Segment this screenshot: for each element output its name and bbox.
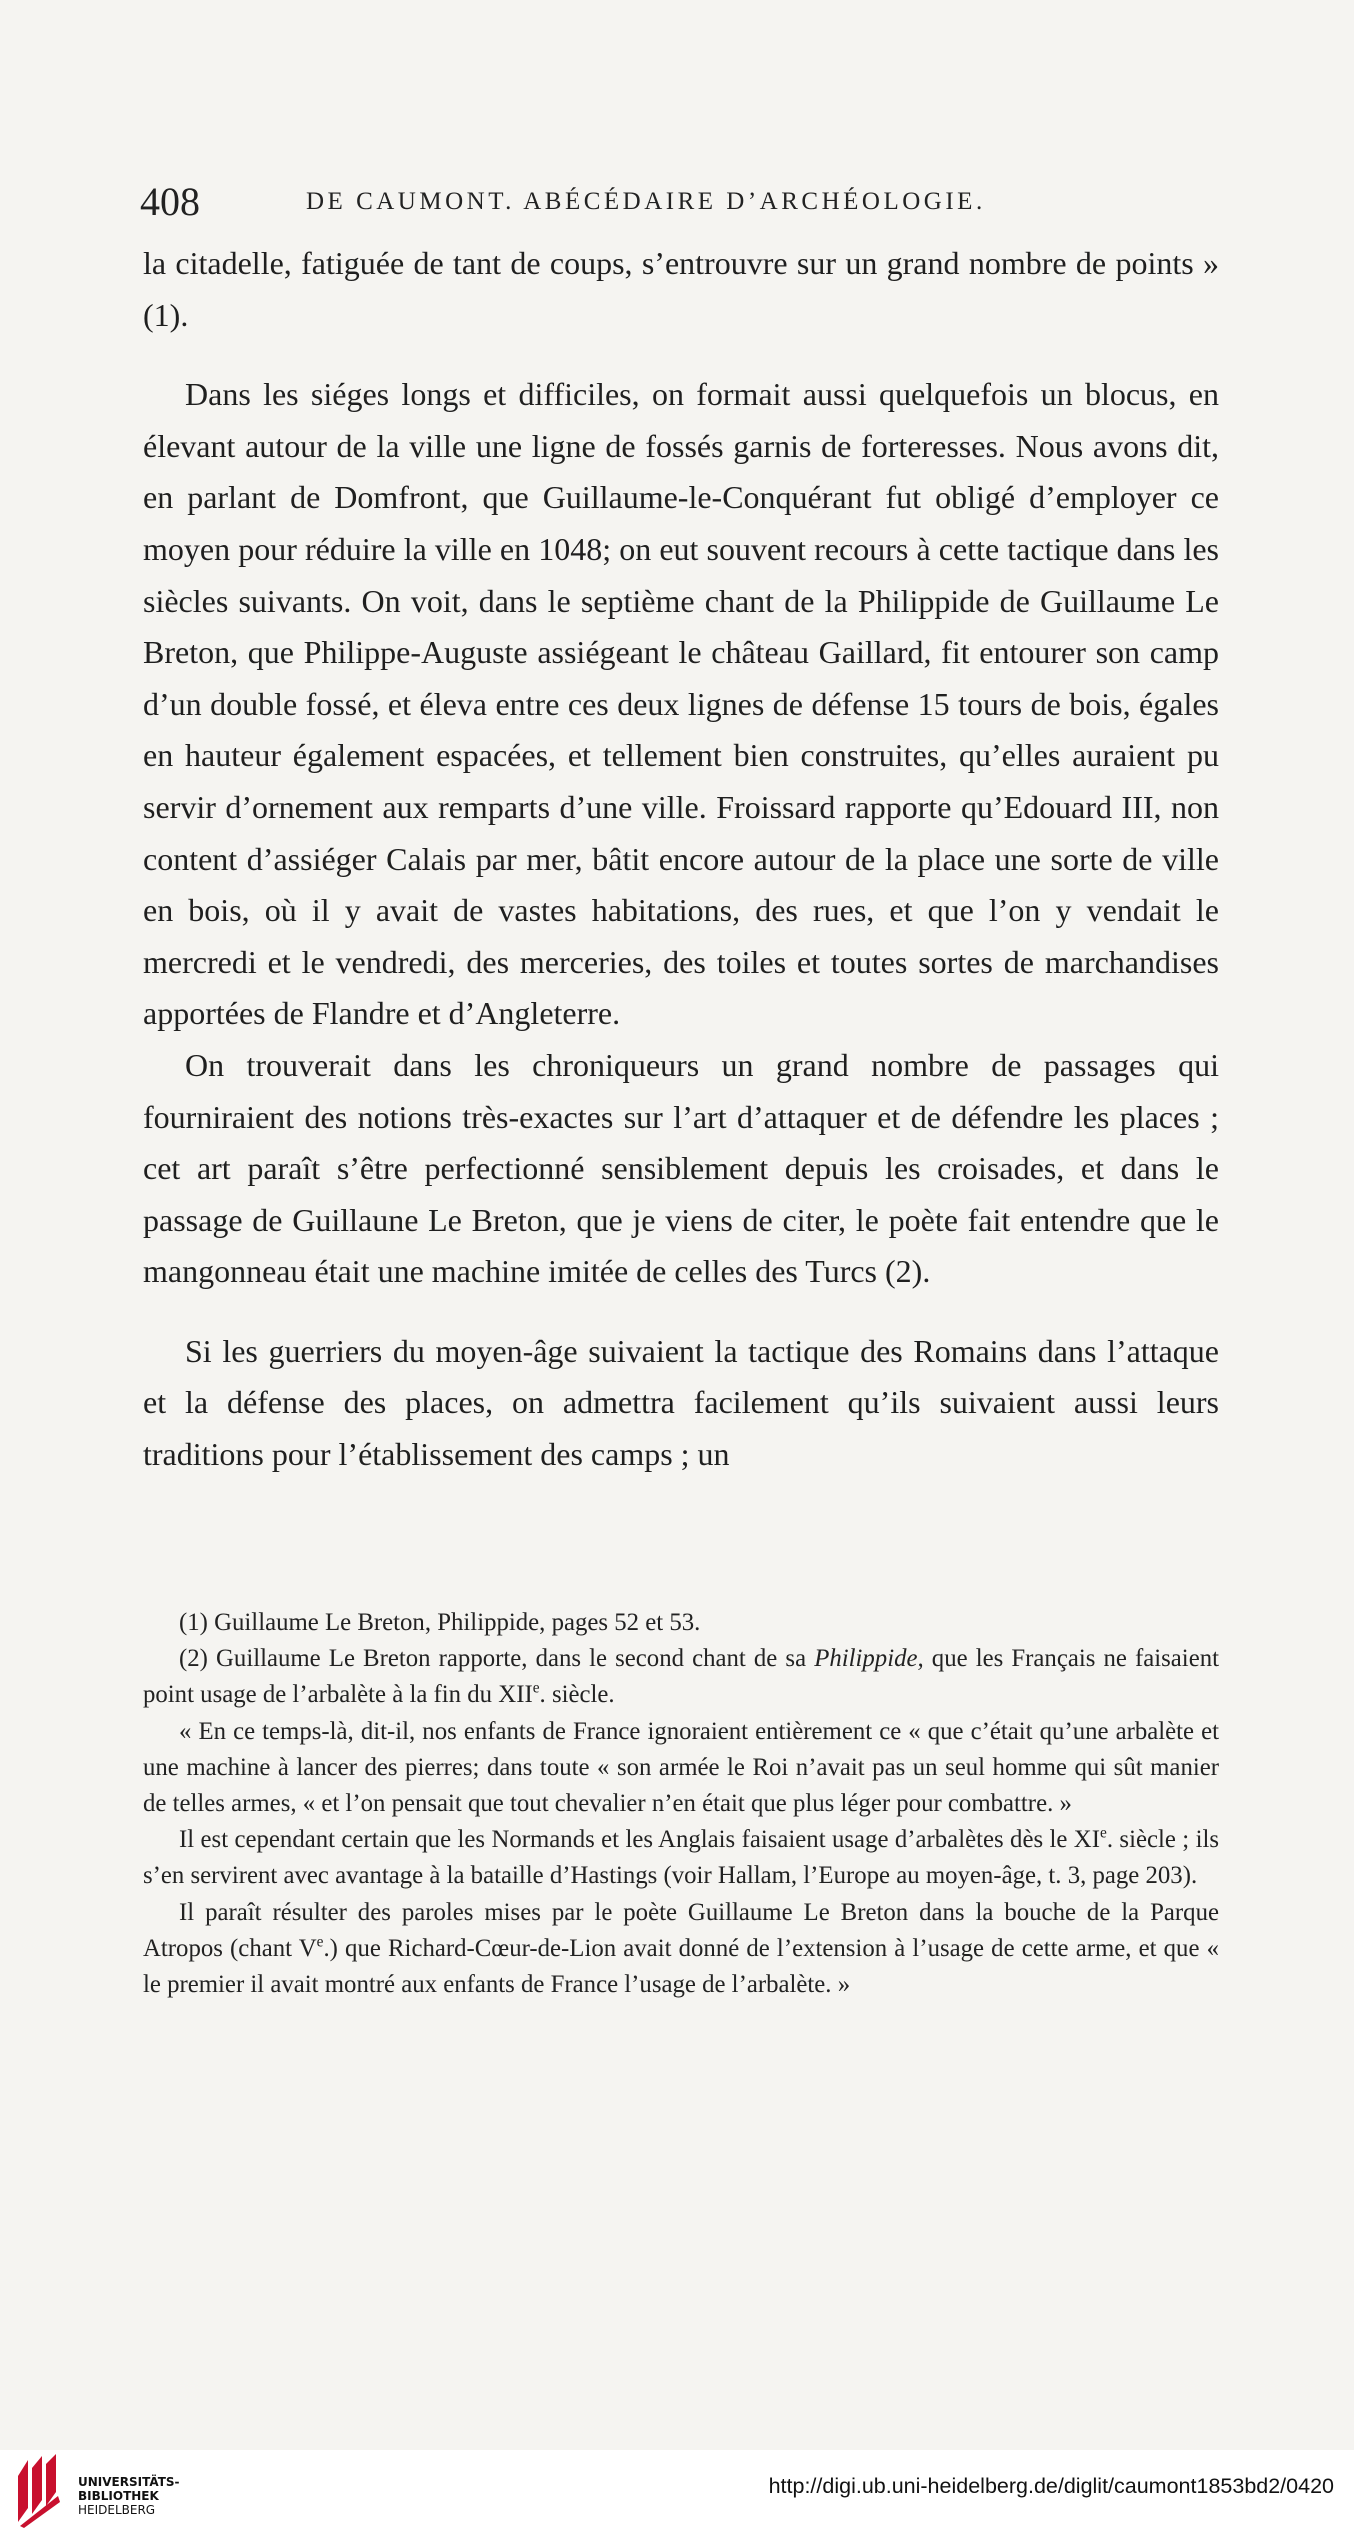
footnote-2 bbox=[143, 1641, 1219, 1713]
footnote-2-text-a: (2) Guillaume Le Breton rapporte, dans le second chant de sa bbox=[179, 1645, 815, 1673]
footnote-3-text-b: . siècle ; ils s’en servirent avec avantage à la bataille d’Hastings (voir Hallam, l’Europe au moyen-âge, t. 3, page 203). bbox=[143, 1826, 1220, 1890]
footnote-3-text-a: Il est cependant certain que les Normands et les Anglais faisaient usage d’arbalètes dès le XI bbox=[179, 1826, 1100, 1854]
paragraph-1: la citadelle, fatiguée de tant de coups, s’entrouvre sur un grand nombre de points » (1). bbox=[143, 245, 1219, 333]
library-name bbox=[78, 2475, 278, 2517]
footnote-2-text-b: que les Français ne faisaient point usage de l’arbalète à la fin du XII bbox=[143, 1645, 1219, 1709]
footnote-2-work-title: Philippide, bbox=[814, 1645, 924, 1673]
footnote-4-text-a: Il paraît résulter des paroles mises par le poète Guillaume Le Breton dans la bouche de la Parque Atropos (chant V bbox=[143, 1898, 1219, 1962]
permalink-url[interactable]: http://digi.ub.uni-heidelberg.de/diglit/caumont1853bd2/0420 bbox=[768, 2474, 1334, 2498]
footnote-3-sup: e bbox=[1099, 1824, 1107, 1842]
footnote-3 bbox=[143, 1822, 1219, 1894]
library-name-line-2: BIBLIOTHEK bbox=[78, 2489, 159, 2503]
running-title: DE CAUMONT. ABÉCÉDAIRE D’ARCHÉOLOGIE. bbox=[306, 188, 986, 215]
footnote-quotation: « En ce temps-là, dit-il, nos enfants de France ignoraient entièrement ce « que c’était qu’une arbalète et une machine à lancer des pierres; dans toute « son armée le Roi n’avait pas un seul homme qui sût manier de telles armes, « et l’on pensait que tout chevalier n’en était que plus léger pour combattre. » bbox=[143, 1717, 1219, 1818]
library-name-line-3: HEIDELBERG bbox=[78, 2503, 156, 2517]
library-name-line-1: UNIVERSITÄTS- bbox=[78, 2475, 180, 2489]
footnote-4-text-b: .) que Richard-Cœur-de-Lion avait donné de l’extension à l’usage de cette arme, et que « le premier il avait montré aux enfants de France l’usage de l’arbalète. » bbox=[143, 1934, 1219, 1999]
page-number: 408 bbox=[140, 179, 200, 224]
footnote-1: (1) Guillaume Le Breton, Philippide, pages 52 et 53. bbox=[179, 1609, 701, 1636]
library-logo-icon bbox=[14, 2452, 66, 2528]
footnote-4 bbox=[143, 1895, 1219, 2004]
footnote-2-text-c: . siècle. bbox=[539, 1681, 615, 1709]
footnote-4-sup: e bbox=[316, 1933, 324, 1951]
paragraph-4: Si les guerriers du moyen-âge suivaient la tactique des Romains dans l’attaque et la défense des places, on admettra facilement qu’ils suivaient aussi leurs traditions pour l’établissement des camps ; un bbox=[143, 1332, 1219, 1473]
main-text bbox=[143, 238, 1219, 1481]
paragraph-2: Dans les siéges longs et difficiles, on formait aussi quelquefois un blocus, en élevant autour de la ville une ligne de fossés garnis de forteresses. Nous avons dit, en parlant de Domfront, que Guillaume-le-Conquérant fut obligé d’employer ce moyen pour réduire la ville en 1048; on eut souvent recours à cette tactique dans les siècles suivants. On voit, dans le septième chant de la Philippide de Guillaume Le Breton, que Philippe-Auguste assiégeant le château Gaillard, fit entourer son camp d’un double fossé, et éleva entre ces deux lignes de défense 15 tours de bois, égales en hauteur également espacées, et tellement bien construites, qu’elles auraient pu servir d’ornement aux remparts d’une ville. Froissard rapporte qu’Edouard III, non content d’assiéger Calais par mer, bâtit encore autour de la place une sorte de ville en bois, où il y avait de vastes habitations, des rues, et que l’on y vendait le mercredi et le vendredi, des merceries, des toiles et toutes sortes de marchandises apportées de Flandre et d’Angleterre. bbox=[143, 376, 1219, 1032]
running-head bbox=[140, 178, 1220, 228]
footnotes bbox=[143, 1605, 1219, 2003]
paragraph-3: On trouverait dans les chroniqueurs un grand nombre de passages qui fourniraient des notions très-exactes sur l’art d’attaquer et de défendre les places ; cet art paraît s’être perfectionné sensiblement depuis les croisades, et dans le passage de Guillaune Le Breton, que je viens de citer, le poète fait entendre que le mangonneau était une machine imitée de celles des Turcs (2). bbox=[143, 1046, 1219, 1290]
footnote-2-sup: e bbox=[532, 1680, 540, 1698]
